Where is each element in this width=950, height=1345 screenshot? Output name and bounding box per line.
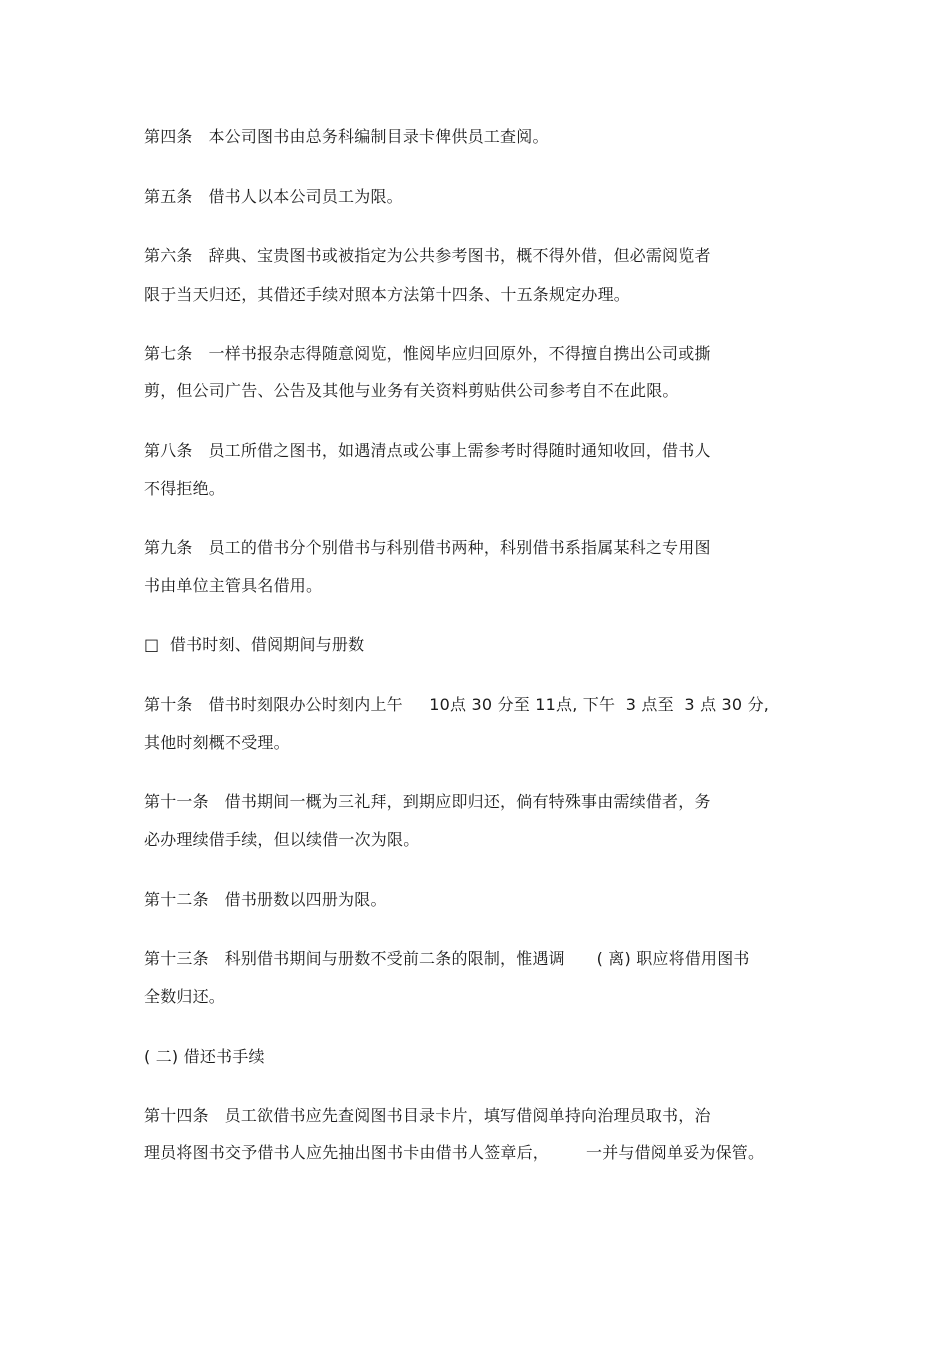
article-11-line-2: 必办理续借手续，但以续借一次为限。 <box>144 830 420 849</box>
article-13-line-1: 第十三条 科别借书期间与册数不受前二条的限制，惟遇调 ( 离) 职应将借用图书 <box>144 949 750 968</box>
article-6-line-2: 限于当天归还，其借还手续对照本方法第十四条、十五条规定办理。 <box>144 285 631 304</box>
article-5-line: 第五条 借书人以本公司员工为限。 <box>144 187 403 206</box>
article-8-line-1: 第八条 员工所借之图书，如遇清点或公事上需参考时得随时通知收回，借书人 <box>144 441 711 460</box>
article-14-line-1: 第十四条 员工欲借书应先查阅图书目录卡片，填写借阅单持向治理员取书，治 <box>144 1106 711 1125</box>
section-heading-procedures: ( 二) 借还书手续 <box>144 1047 265 1066</box>
article-6-line-1: 第六条 辞典、宝贵图书或被指定为公共参考图书，概不得外借，但必需阅览者 <box>144 246 711 265</box>
article-7-line-2: 剪，但公司广告、公告及其他与业务有关资料剪贴供公司参考自不在此限。 <box>144 381 679 400</box>
article-4-line: 第四条 本公司图书由总务科编制目录卡俾供员工查阅。 <box>144 127 549 146</box>
article-9-line-2: 书由单位主管具名借用。 <box>144 576 323 595</box>
article-12-line: 第十二条 借书册数以四册为限。 <box>144 890 387 909</box>
article-10-line-2: 其他时刻概不受理。 <box>144 733 290 752</box>
article-14-line-2: 理员将图书交予借书人应先抽出图书卡由借书人签章后， 一并与借阅单妥为保管。 <box>144 1143 765 1162</box>
article-7-line-1: 第七条 一样书报杂志得随意阅览，惟阅毕应归回原外，不得擅自携出公司或撕 <box>144 344 711 363</box>
section-heading-borrow-time: □ 借书时刻、借阅期间与册数 <box>144 635 365 654</box>
article-8-line-2: 不得拒绝。 <box>144 479 226 498</box>
article-11-line-1: 第十一条 借书期间一概为三礼拜，到期应即归还，倘有特殊事由需续借者，务 <box>144 792 711 811</box>
article-9-line-1: 第九条 员工的借书分个别借书与科别借书两种，科别借书系指属某科之专用图 <box>144 538 711 557</box>
article-13-line-2: 全数归还。 <box>144 987 226 1006</box>
article-10-line-1: 第十条 借书时刻限办公时刻内上午 10点 30 分至 11点, 下午 3 点至 3 点 30 分, <box>144 695 770 714</box>
